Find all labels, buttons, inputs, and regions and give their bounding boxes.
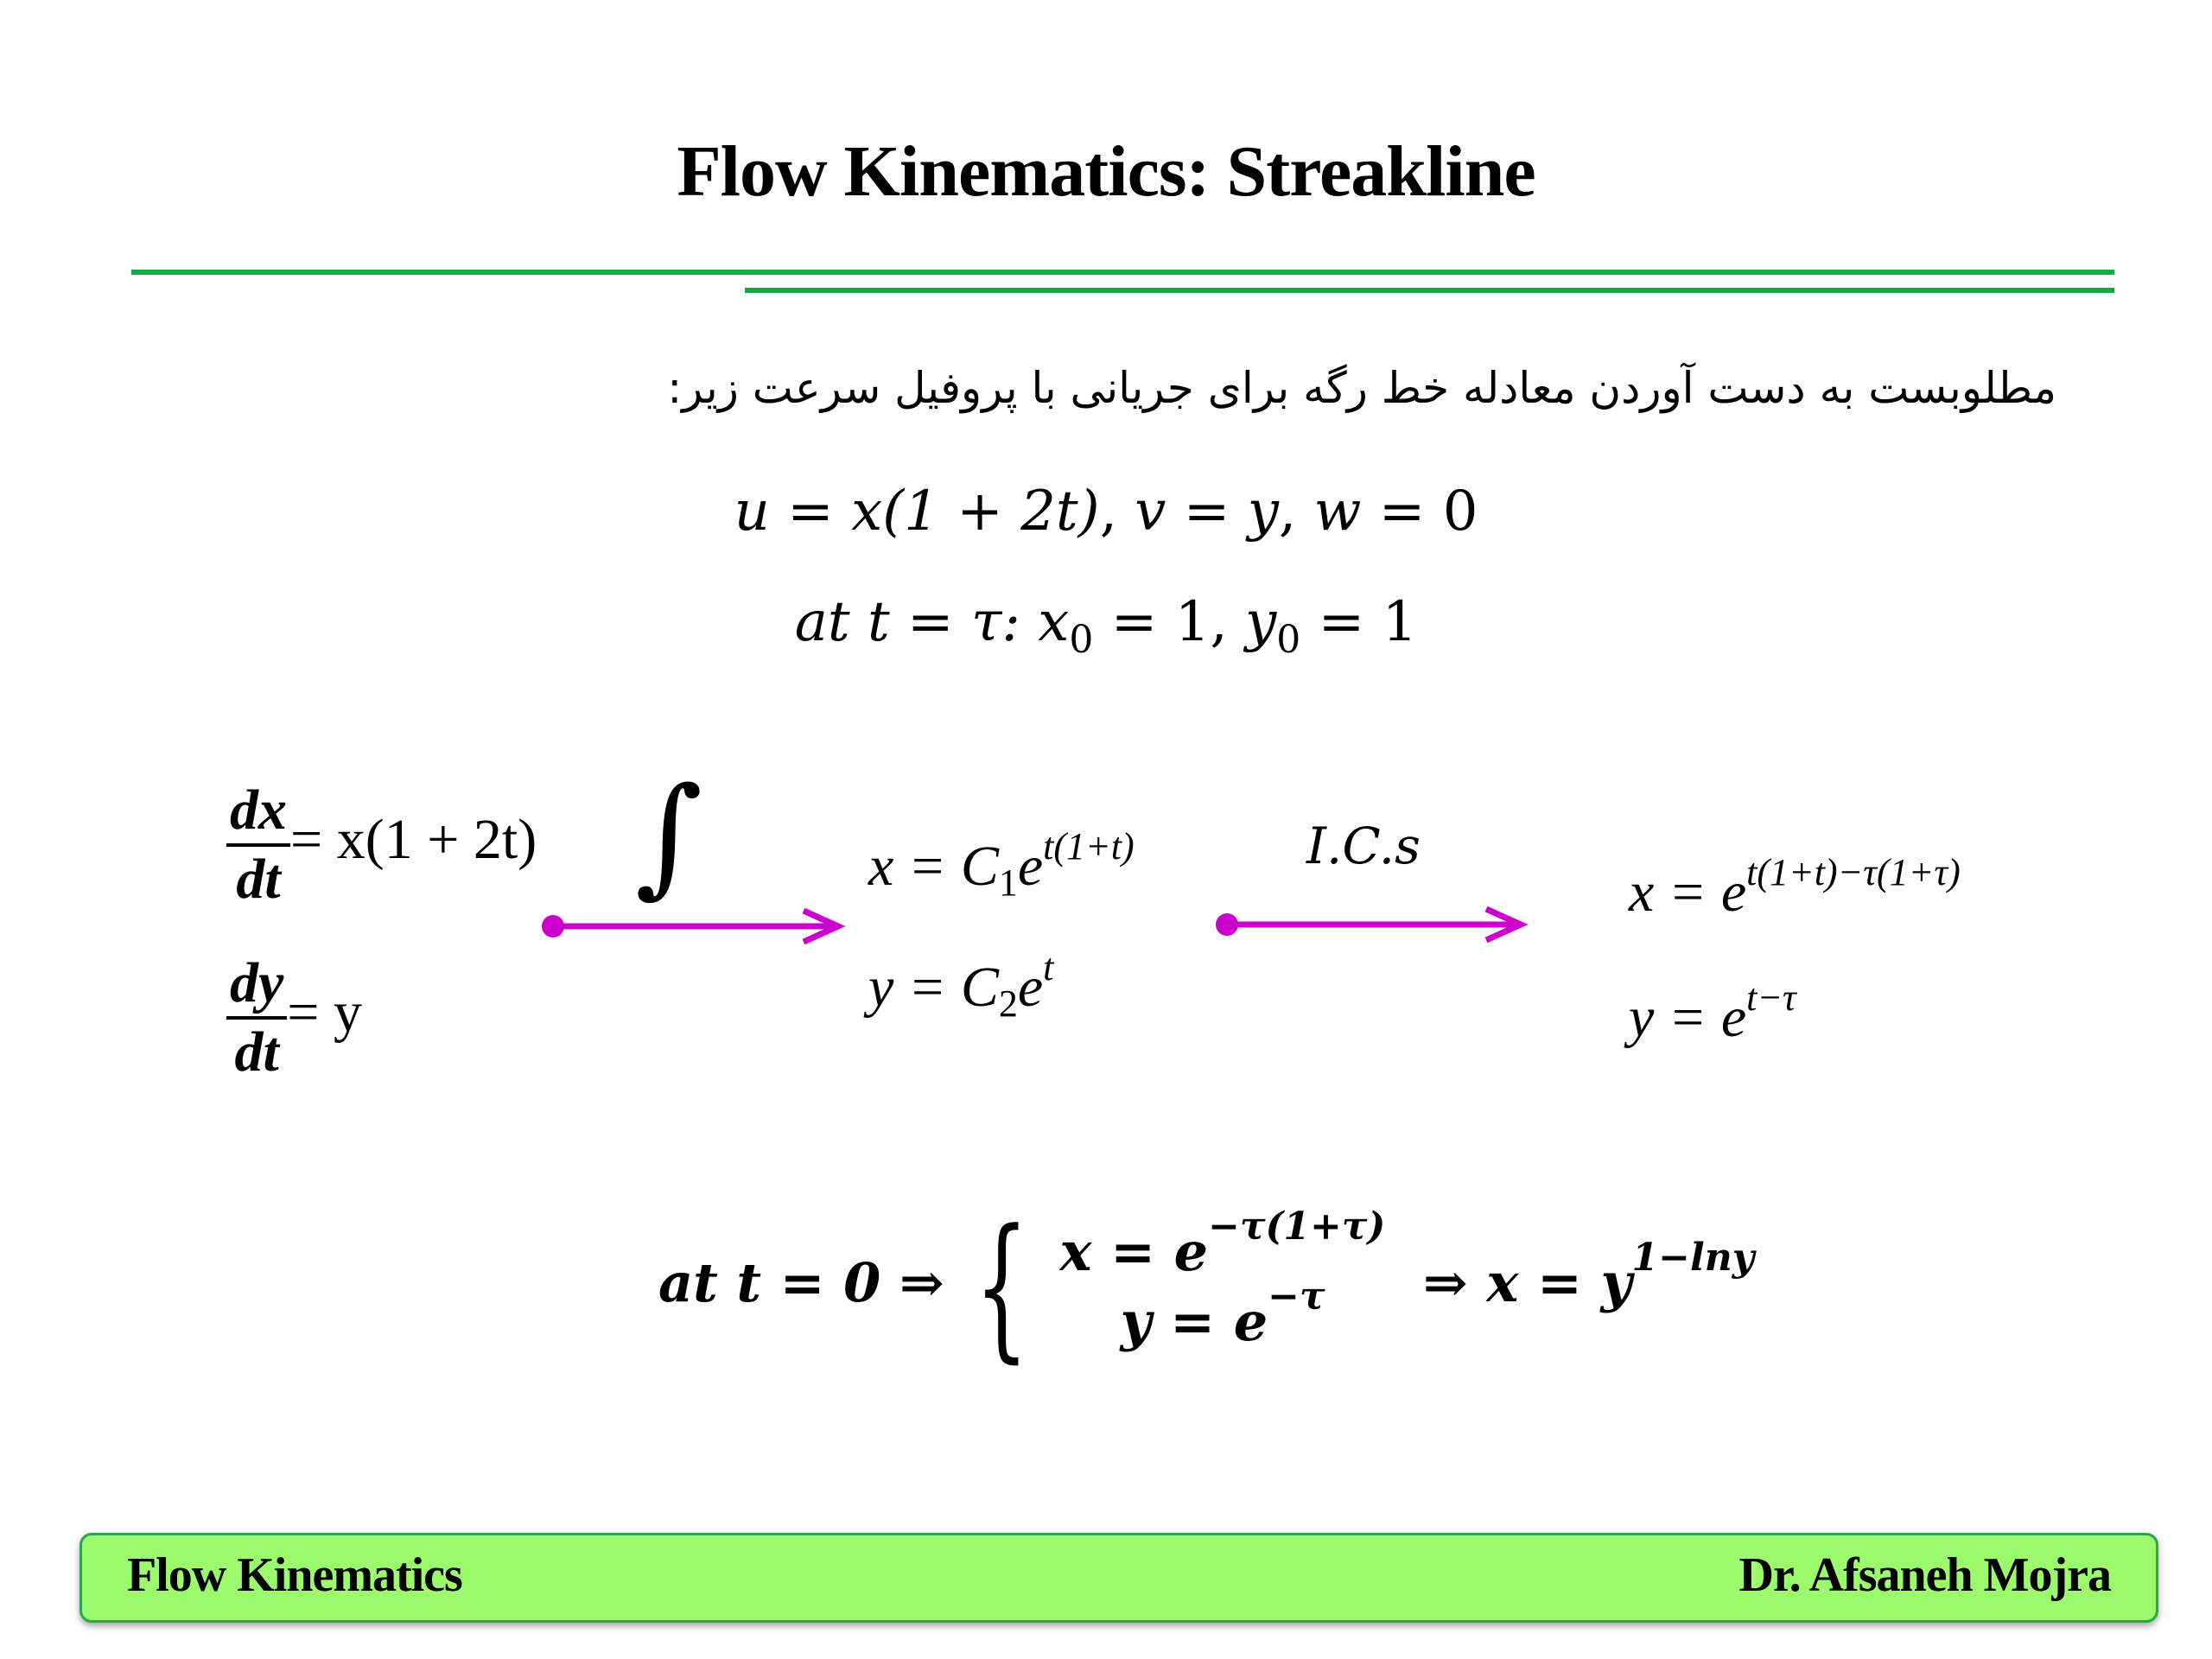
initial-condition: at t = τ: $x_0 = 1$, $y_0 = 1$ bbox=[794, 590, 1418, 662]
particular-y: $y = e^{t-\tau}$ bbox=[1629, 976, 1796, 1049]
conclusion-result: ⇒ $x = y^{1-lny}$ bbox=[1422, 1236, 1755, 1314]
problem-statement: مطلوبست به دست آوردن معادله خط رگه برای جریانی با پروفیل سرعت زیر: bbox=[667, 363, 2056, 413]
dx-denominator: dt bbox=[226, 843, 290, 912]
general-x: $x = C_1e^{t(1+t)}$ bbox=[868, 825, 1135, 904]
title-rule-lower bbox=[745, 288, 2114, 293]
dx-numerator: dx bbox=[230, 779, 287, 842]
dy-dt-fraction bbox=[226, 950, 287, 1085]
footer-author: Dr. Afsaneh Mojra bbox=[1738, 1548, 2111, 1602]
ode-x bbox=[226, 778, 537, 912]
dx-rhs: = x(1 + 2t) bbox=[290, 808, 537, 872]
u-symbol: u bbox=[734, 480, 770, 543]
arrow-integrate bbox=[536, 909, 847, 948]
footer-bar bbox=[79, 1533, 2158, 1623]
dx-dt-fraction bbox=[226, 778, 290, 912]
dy-numerator: dy bbox=[230, 951, 284, 1014]
dy-denominator: dt bbox=[226, 1016, 287, 1085]
conclusion-prefix: at t = 0 ⇒ bbox=[658, 1251, 944, 1314]
dy-rhs: = y bbox=[287, 981, 363, 1045]
slide-title: Flow Kinematics: Streakline bbox=[677, 131, 1535, 212]
velocity-profile: u = x(1 + 2t), v = y, w = 0 bbox=[734, 480, 1478, 543]
y0-value: 1 bbox=[1382, 590, 1418, 654]
u-expression: x(1 + 2t) bbox=[851, 480, 1100, 543]
ode-y bbox=[226, 950, 362, 1085]
v-expression: y bbox=[1247, 480, 1279, 543]
conclusion bbox=[658, 1197, 1755, 1377]
x0-value: 1 bbox=[1174, 590, 1211, 654]
general-y: $y = C_2e^t$ bbox=[868, 946, 1054, 1025]
brace: { bbox=[975, 1197, 1030, 1377]
particular-x: $x = e^{t(1+t)-\tau(1+\tau)}$ bbox=[1629, 851, 1961, 924]
w-symbol: w bbox=[1313, 480, 1362, 543]
v-symbol: v bbox=[1135, 480, 1166, 543]
footer-course: Flow Kinematics bbox=[127, 1548, 462, 1602]
arrow-apply-ics bbox=[1210, 907, 1529, 946]
w-expression: 0 bbox=[1442, 480, 1478, 543]
conclusion-system: $x = e^{-\tau(1+\tau)}$ $y = e^{-\tau}$ bbox=[1059, 1205, 1386, 1353]
title-rule-upper bbox=[131, 270, 2114, 275]
ics-label: I.C.s bbox=[1306, 817, 1421, 875]
integral-symbol: ∫ bbox=[635, 760, 703, 911]
initial-prefix: at t = τ: bbox=[794, 590, 1020, 654]
